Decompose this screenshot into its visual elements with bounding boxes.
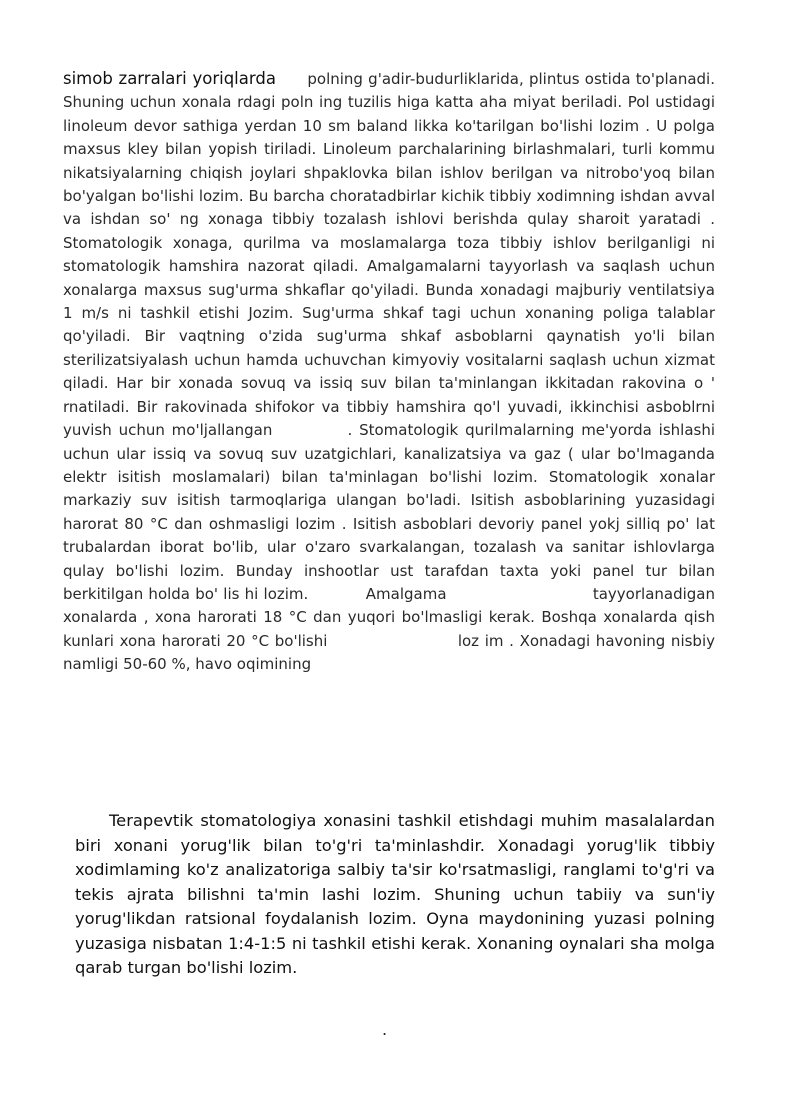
paragraph-text: loz im . Xonadagi havoning nisbiy namligi 50-60 %, havo oqimining	[63, 631, 715, 674]
footer-mark: .	[382, 1020, 388, 1039]
paragraph-text: . Stomatologik qurilmalarning me'yorda ishlashi uchun ular issiq va sovuq suv uzatgichlari, kanalizatsiya va gaz ( ular bo'lmaganda elektr isitish moslamalari) bilan ta'minlagan bo'lishi lozim. Stomatologik xonalar markaziy suv isitish tarmoqlariga ulangan bo'ladi. Isitish asboblarining yuzasidagi harorat 80 °C dan oshmasligi lozim . Isitish asboblari devoriy panel yokj silliq po' lat trubalardan iborat bo'lib, ular o'zaro svarkalangan, tozalash va sanitar ishlovlarga qulay bo'lishi lozim. Bunday inshootlar ust tarafdan taxta yoki panel tur bilan berkitilgan holda bo' lis hi lozim.	[63, 421, 715, 603]
paragraph-text: polning g'adir-budurliklarida, plintus ostida to'planadi. Shuning uchun xonala rdagi poln ing tuzilis higa katta aha miyat beriladi. Pol ustidagi linoleum devor sathiga yerdan 10 sm baland likka ko'tarilgan bo'lishi lozim . U polga maxsus kley bilan yopish tiriladi. Linoleum parchalarining birlashmalari, turli kommu nikatsiyalarning chiqish joylari shpaklovka bilan ishlov berilgan va nitrobo'yoq bilan bo'yalgan bo'lishi lozim. Bu barcha choratadbirlar kichik tibbiy xodimning ishdan avval va ishdan so' ng xonaga tibbiy tozalash ishlovi berishda qulay sharoit yaratadi . Stomatologik xonaga, qurilma va moslamalarga toza tibbiy ishlov berilganligi ni stomatologik hamshira nazorat qiladi. Amalgamalarni tayyorlash va saqlash uchun xonalarga maxsus sug'urma shkaflar qo'yiladi. Bunda xonadagi majburiy ventilatsiya 1 m/s ni tashkil etishi Jozim. Sug'urma shkaf tagi uchun xonaning poliga talablar qo'yiladi. Bir vaqtning o'zida sug'urma shkaf asboblarni qaynatish yo'li bilan sterilizatsiyalash uchun hamda uchuvchan kimyoviy vositalarni saqlash uchun xizmat qiladi. Har bir xonada sovuq va issiq suv bilan ta'minlangan ikkitadan rakovina o ' rnatiladi. Bir rakovinada shifokor va tibbiy hamshira qo'l yuvadi, ikkinchisi asboblrni yuvish uchun mo'ljallangan	[63, 70, 715, 440]
paragraph-lead-text: simob zarralari yoriqlarda	[63, 69, 276, 88]
paragraph-text: Amalgama	[365, 584, 447, 603]
paragraph-walls-heating	[63, 67, 715, 677]
paragraph-lighting	[75, 809, 715, 981]
paragraph-text: Terapevtik stomatologiya xonasini tashkil etishdagi muhim masalalardan biri xonani yorug'lik bilan to'g'ri ta'minlashdir. Xonadagi yorug'lik tibbiy xodimlaming ko'z analizatoriga salbiy ta'sir ko'rsatmasligi, ranglami to'g'ri va tekis ajrata bilishni ta'min lashi lozim. Shuning uchun tabiiy va sun'iy yorug'likdan ratsional foydalanish lozim. Oyna maydonining yuzasi polning yuzasiga nisbatan 1:4-1:5 ni tashkil etishi kerak. Xonaning oynalari sha molga qarab turgan bo'lishi lozim.	[75, 811, 715, 977]
paragraph-text: tayyorlanadigan xonalarda , xona harorati 18 °C dan yuqori bo'lmasligi kerak. Boshqa xonalarda qish kunlari xona harorati 20 °C bo'lishi	[63, 584, 715, 650]
